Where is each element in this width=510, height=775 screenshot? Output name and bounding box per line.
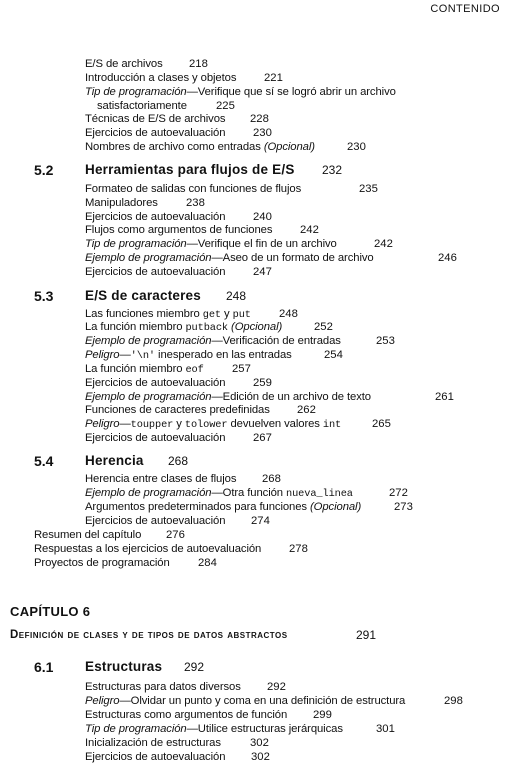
toc-entry: Técnicas de E/S de archivos	[85, 113, 226, 125]
toc-entry: Peligro—toupper y tolower devuelven valores int	[85, 418, 342, 431]
page-number: 302	[251, 751, 270, 763]
page-number: 261	[435, 391, 454, 403]
page-number: 252	[314, 321, 333, 333]
section-page: 232	[322, 163, 343, 177]
running-header: CONTENIDO	[430, 3, 500, 15]
page-number: 268	[262, 473, 281, 485]
page-number: 262	[297, 404, 316, 416]
section-number: 5.3	[34, 288, 54, 304]
toc-entry: Las funciones miembro get y put	[85, 308, 251, 321]
chapter-label: CAPÍTULO 6	[10, 604, 91, 619]
page-number: 246	[438, 252, 457, 264]
section-title: Herramientas para flujos de E/S	[85, 162, 295, 177]
page-number: 257	[232, 363, 251, 375]
toc-entry: Herencia entre clases de flujos	[85, 473, 237, 485]
section-title: Herencia	[85, 453, 144, 468]
toc-entry: Ejercicios de autoevaluación	[85, 751, 226, 763]
chapter-page: 291	[356, 628, 377, 642]
toc-entry: Resumen del capítulo	[34, 529, 142, 541]
toc-entry: Ejercicios de autoevaluación	[85, 432, 226, 444]
toc-entry: Ejercicios de autoevaluación	[85, 266, 226, 278]
toc-entry: Nombres de archivo como entradas (Opcional)	[85, 141, 315, 153]
page-number: 302	[250, 737, 269, 749]
page-number: 242	[300, 224, 319, 236]
toc-entry: Argumentos predeterminados para funciones (Opcional)	[85, 501, 362, 513]
page-number: 253	[376, 335, 395, 347]
toc-entry: Funciones de caracteres predefinidas	[85, 404, 270, 416]
page-number: 230	[347, 141, 366, 153]
toc-entry: Ejercicios de autoevaluación	[85, 515, 226, 527]
toc-entry: Estructuras para datos diversos	[85, 681, 241, 693]
toc-entry: Formateo de salidas con funciones de flujos	[85, 183, 302, 195]
page-number: 228	[250, 113, 269, 125]
page-number: 301	[376, 723, 395, 735]
page-number: 299	[313, 709, 332, 721]
toc-entry: Manipuladores	[85, 197, 158, 209]
page-number: 238	[186, 197, 205, 209]
page-number: 247	[253, 266, 272, 278]
page-number: 292	[267, 681, 286, 693]
toc-entry: Ejemplo de programación—Edición de un archivo de texto	[85, 391, 371, 403]
section-page: 248	[226, 289, 247, 303]
page-number: 254	[324, 349, 343, 361]
toc-entry: Ejemplo de programación—Otra función nueva_linea	[85, 487, 353, 500]
section-page: 268	[168, 454, 189, 468]
toc-entry: Respuestas a los ejercicios de autoevaluación	[34, 543, 262, 555]
page-number: 273	[394, 501, 413, 513]
section-number: 5.2	[34, 162, 54, 178]
toc-entry: Peligro—Olvidar un punto y coma en una definición de estructura	[85, 695, 406, 707]
section-title: Estructuras	[85, 659, 163, 674]
toc-entry: Ejemplo de programación—Aseo de un formato de archivo	[85, 252, 374, 264]
toc-entry: Estructuras como argumentos de función	[85, 709, 288, 721]
toc-entry: Tip de programación—Verifique el fin de un archivo	[85, 238, 337, 250]
chapter-title: Definición de clases y de tipos de datos abstractos	[10, 629, 288, 641]
toc-entry: Introducción a clases y objetos	[85, 72, 237, 84]
section-page: 292	[184, 660, 205, 674]
toc-entry: satisfactoriamente	[97, 100, 187, 112]
toc-entry: Peligro—'\n' inesperado en las entradas	[85, 349, 292, 362]
page-number: 242	[374, 238, 393, 250]
section-number: 5.4	[34, 453, 54, 469]
page-number: 225	[216, 100, 235, 112]
page-number: 267	[253, 432, 272, 444]
page-number: 265	[372, 418, 391, 430]
toc-entry: Flujos como argumentos de funciones	[85, 224, 273, 236]
toc-entry: Ejercicios de autoevaluación	[85, 211, 226, 223]
page-number: 218	[189, 58, 208, 70]
toc-entry: Ejercicios de autoevaluación	[85, 377, 226, 389]
page-number: 274	[251, 515, 270, 527]
page-number: 272	[389, 487, 408, 499]
toc-entry: La función miembro eof	[85, 363, 204, 376]
toc-entry: Ejercicios de autoevaluación	[85, 127, 226, 139]
page-number: 259	[253, 377, 272, 389]
toc-entry: Ejemplo de programación—Verificación de entradas	[85, 335, 341, 347]
page-number: 276	[166, 529, 185, 541]
toc-entry: Tip de programación—Utilice estructuras jerárquicas	[85, 723, 343, 735]
page-number: 235	[359, 183, 378, 195]
section-title: E/S de caracteres	[85, 288, 201, 303]
page-number: 240	[253, 211, 272, 223]
page-number: 278	[289, 543, 308, 555]
page-number: 248	[279, 308, 298, 320]
page-number: 298	[444, 695, 463, 707]
toc-entry: Tip de programación—Verifique que sí se logró abrir un archivo	[85, 86, 396, 98]
toc-entry: Inicialización de estructuras	[85, 737, 221, 749]
page-number: 284	[198, 557, 217, 569]
toc-entry: La función miembro putback (Opcional)	[85, 321, 283, 334]
toc-entry: E/S de archivos	[85, 58, 163, 70]
page-number: 221	[264, 72, 283, 84]
page-number: 230	[253, 127, 272, 139]
section-number: 6.1	[34, 659, 54, 675]
toc-entry: Proyectos de programación	[34, 557, 170, 569]
